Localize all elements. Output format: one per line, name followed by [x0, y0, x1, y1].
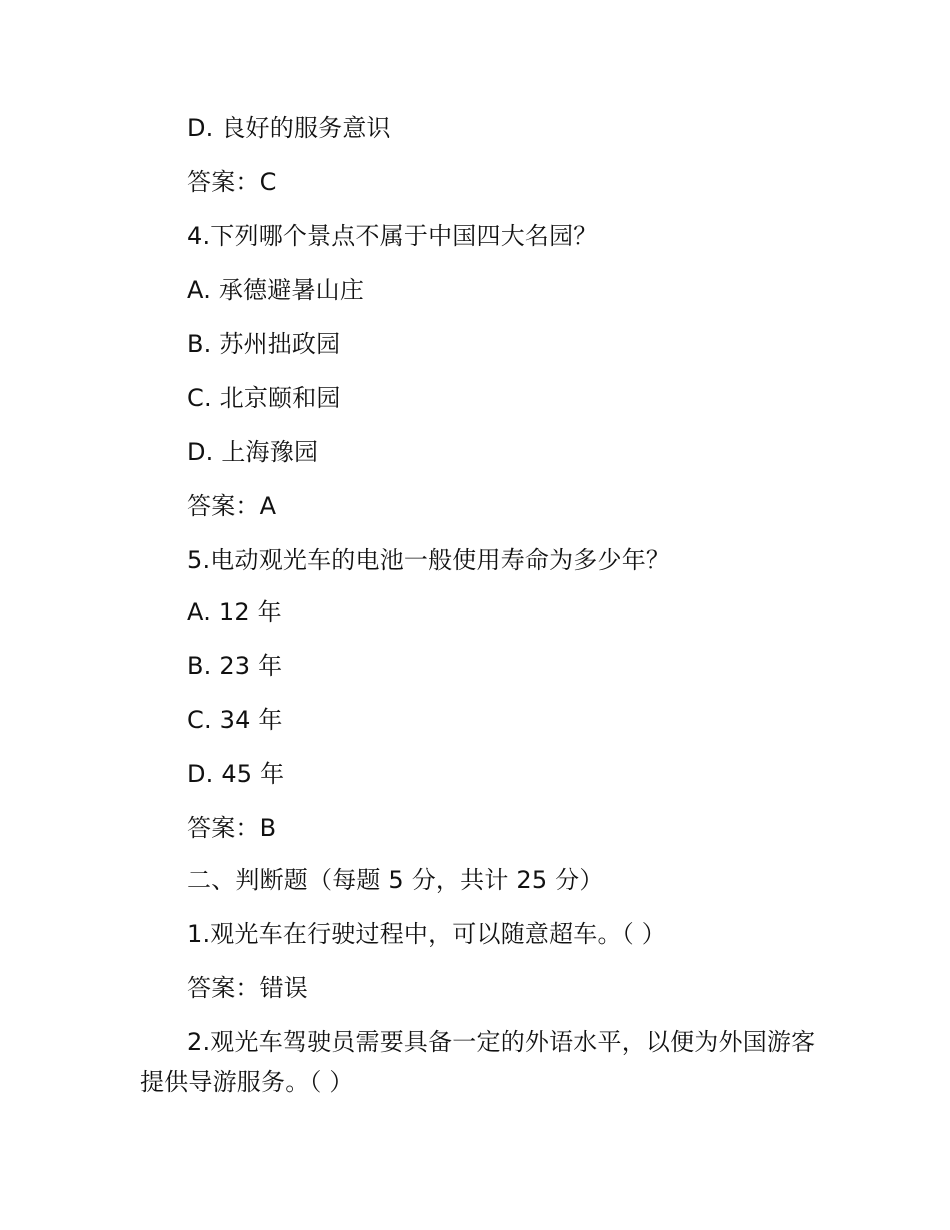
option-a-q4: A. 承德避暑山庄 — [187, 276, 365, 304]
option-b-q4: B. 苏州拙政园 — [187, 330, 341, 358]
option-d-q4: D. 上海豫园 — [187, 438, 319, 466]
option-b-q5: B. 23 年 — [187, 652, 283, 680]
option-d-q3: D. 良好的服务意识 — [187, 114, 391, 142]
question-4: 4.下列哪个景点不属于中国四大名园？ — [187, 222, 598, 250]
option-a-q5: A. 12 年 — [187, 598, 282, 626]
option-d-q5: D. 45 年 — [187, 760, 285, 788]
option-c-q5: C. 34 年 — [187, 706, 283, 734]
tf-question-1: 1.观光车在行驶过程中，可以随意超车。（ ） — [187, 920, 666, 948]
answer-q3: 答案：C — [187, 168, 277, 196]
answer-q4: 答案：A — [187, 492, 277, 520]
question-5: 5.电动观光车的电池一般使用寿命为多少年？ — [187, 546, 671, 574]
answer-q5: 答案：B — [187, 814, 277, 842]
section-heading-true-false: 二、判断题（每题 5 分，共计 25 分） — [187, 866, 604, 894]
tf-question-2: 2.观光车驾驶员需要具备一定的外语水平，以便为外国游客提供导游服务。（ ） — [140, 1028, 816, 1096]
option-c-q4: C. 北京颐和园 — [187, 384, 341, 412]
tf-answer-1: 答案：错误 — [187, 974, 308, 1002]
